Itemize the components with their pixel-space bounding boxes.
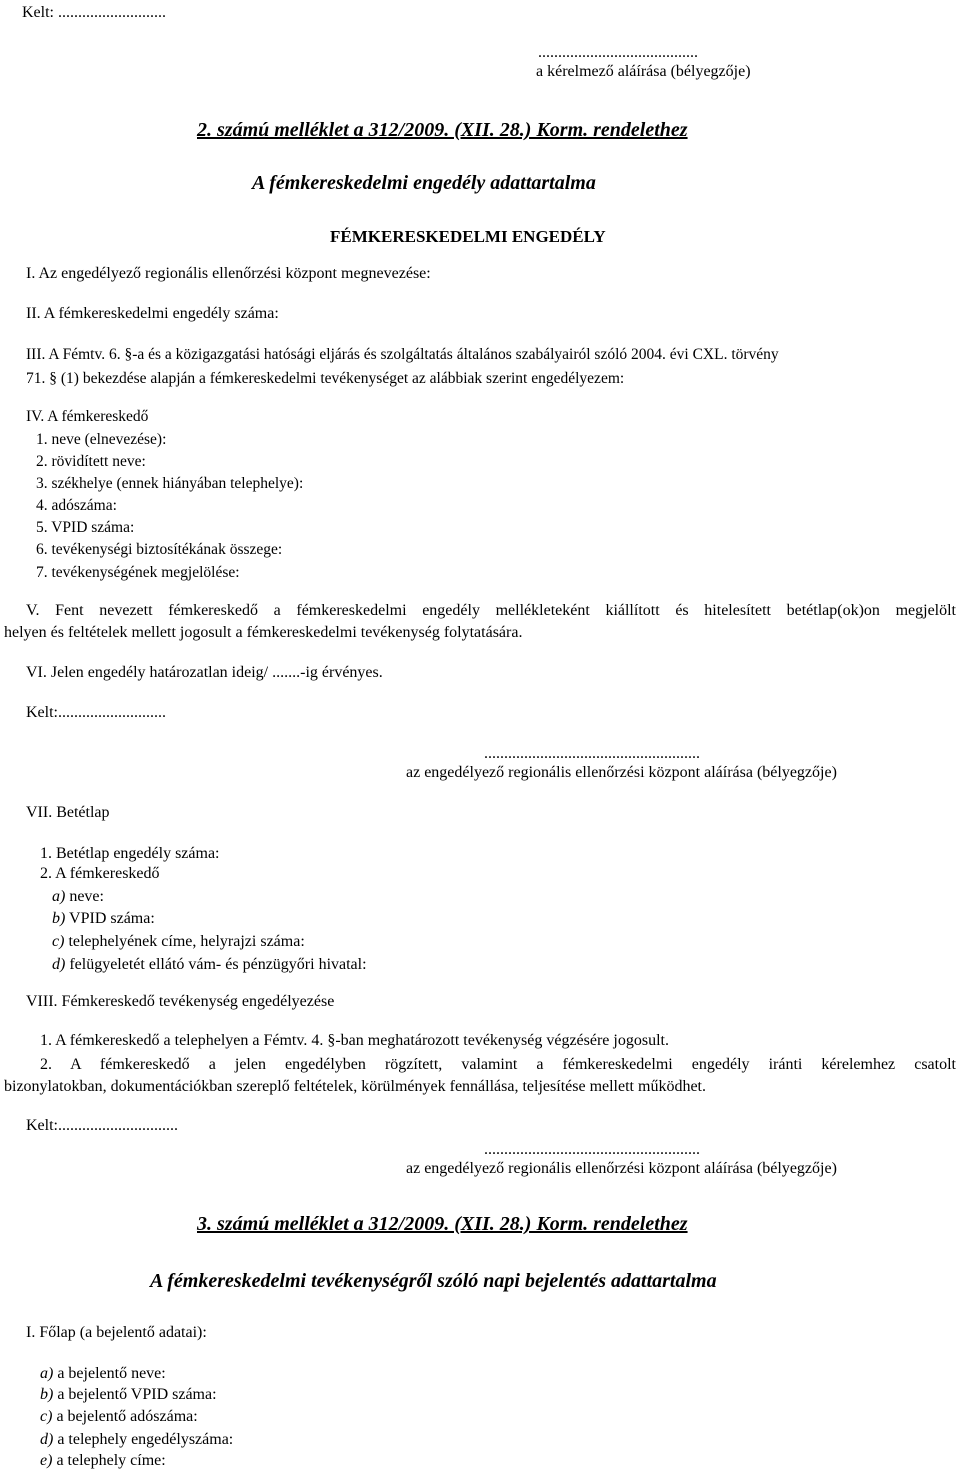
signature-dots-3: ...................................................... bbox=[484, 1141, 700, 1158]
iv-list-item: 1. neve (elnevezése): bbox=[36, 431, 167, 448]
item-V bbox=[4, 600, 956, 644]
item-V-line2: helyen és feltételek mellett jogosult a fémkereskedelmi tevékenység folytatására. bbox=[4, 624, 523, 641]
annex3-list-item-e: e) a telephely címe: bbox=[40, 1452, 166, 1469]
vii-subitem-b: b) VPID száma: bbox=[52, 910, 155, 927]
iv-list-item: 6. tevékenységi biztosítékának összege: bbox=[36, 541, 283, 558]
annex3-list-item-a: a) a bejelentő neve: bbox=[40, 1365, 166, 1382]
iv-list-item: 2. rövidített neve: bbox=[36, 453, 146, 470]
item-II: II. A fémkereskedelmi engedély száma: bbox=[26, 305, 279, 322]
authority-signature-caption-2: az engedélyező regionális ellenőrzési központ aláírása (bélyegzője) bbox=[406, 1160, 837, 1177]
annex3-heading: 3. számú melléklet a 312/2009. (XII. 28.) Korm. rendelethez bbox=[197, 1213, 688, 1235]
vii-item-2: 2. A fémkereskedő bbox=[40, 865, 160, 882]
annex2-subtitle: A fémkereskedelmi engedély adattartalma bbox=[252, 172, 596, 194]
item-V-line1: V. Fent nevezett fémkereskedő a fémkereskedelmi engedély mellékleteként kiállított és hitelesített betétlap(ok)on megjelölt bbox=[26, 602, 956, 619]
item-III-line1: III. A Fémtv. 6. §-a és a közigazgatási hatósági eljárás és szolgáltatás általános szabályairól szóló 2004. évi CXL. törvény bbox=[26, 346, 779, 363]
annex3-item-I: I. Főlap (a bejelentő adatai): bbox=[26, 1324, 207, 1341]
vii-subitem-d: d) felügyeletét ellátó vám- és pénzügyőri hivatal: bbox=[52, 956, 367, 973]
authority-signature-caption: az engedélyező regionális ellenőrzési központ aláírása (bélyegzője) bbox=[406, 764, 837, 781]
item-IV: IV. A fémkereskedő bbox=[26, 408, 149, 425]
signature-dots-top: ........................................ bbox=[538, 44, 698, 61]
kelt-line-top: Kelt: ........................... bbox=[22, 4, 166, 21]
viii-item-2-line1: 2. A fémkereskedő a jelen engedélyben rögzített, valamint a fémkereskedelmi engedély iránti kérelemhez csatolt bbox=[40, 1056, 956, 1073]
iv-list-item: 3. székhelye (ennek hiányában telephelye): bbox=[36, 475, 304, 492]
item-I: I. Az engedélyező regionális ellenőrzési központ megnevezése: bbox=[26, 265, 431, 282]
annex2-heading: 2. számú melléklet a 312/2009. (XII. 28.) Korm. rendelethez bbox=[197, 119, 688, 141]
signature-dots-2: ...................................................... bbox=[484, 745, 700, 762]
viii-item-1: 1. A fémkereskedő a telephelyen a Fémtv. 4. §-ban meghatározott tevékenység végzésére jogosult. bbox=[40, 1032, 669, 1049]
kelt-line-3: Kelt:.............................. bbox=[26, 1117, 178, 1134]
vii-subitem-c: c) telephelyének címe, helyrajzi száma: bbox=[52, 933, 305, 950]
annex3-list-item-c: c) a bejelentő adószáma: bbox=[40, 1408, 198, 1425]
iv-list-item: 7. tevékenységének megjelölése: bbox=[36, 564, 240, 581]
item-III-line2: 71. § (1) bekezdése alapján a fémkereskedelmi tevékenységet az alábbiak szerint engedélyezem: bbox=[26, 370, 625, 387]
item-VII: VII. Betétlap bbox=[26, 804, 110, 821]
annex3-subtitle: A fémkereskedelmi tevékenységről szóló napi bejelentés adattartalma bbox=[150, 1270, 717, 1292]
annex3-list-item-d: d) a telephely engedélyszáma: bbox=[40, 1431, 234, 1448]
iv-list-item: 5. VPID száma: bbox=[36, 519, 135, 536]
kelt-line-2: Kelt:........................... bbox=[26, 704, 166, 721]
iv-list-item: 4. adószáma: bbox=[36, 497, 117, 514]
vii-subitem-a: a) neve: bbox=[52, 888, 104, 905]
vii-item-1: 1. Betétlap engedély száma: bbox=[40, 845, 220, 862]
document-title: FÉMKERESKEDELMI ENGEDÉLY bbox=[330, 227, 606, 246]
item-VI: VI. Jelen engedély határozatlan ideig/ .......-ig érvényes. bbox=[26, 664, 383, 681]
annex3-list-item-b: b) a bejelentő VPID száma: bbox=[40, 1386, 217, 1403]
viii-item-2-line2: bizonylatokban, dokumentációkban szereplő feltételek, körülmények fennállása, teljesítése mellett működhet. bbox=[4, 1078, 706, 1095]
viii-item-2 bbox=[4, 1054, 956, 1098]
item-VIII: VIII. Fémkereskedő tevékenység engedélyezése bbox=[26, 993, 335, 1010]
applicant-signature-caption: a kérelmező aláírása (bélyegzője) bbox=[536, 63, 751, 80]
